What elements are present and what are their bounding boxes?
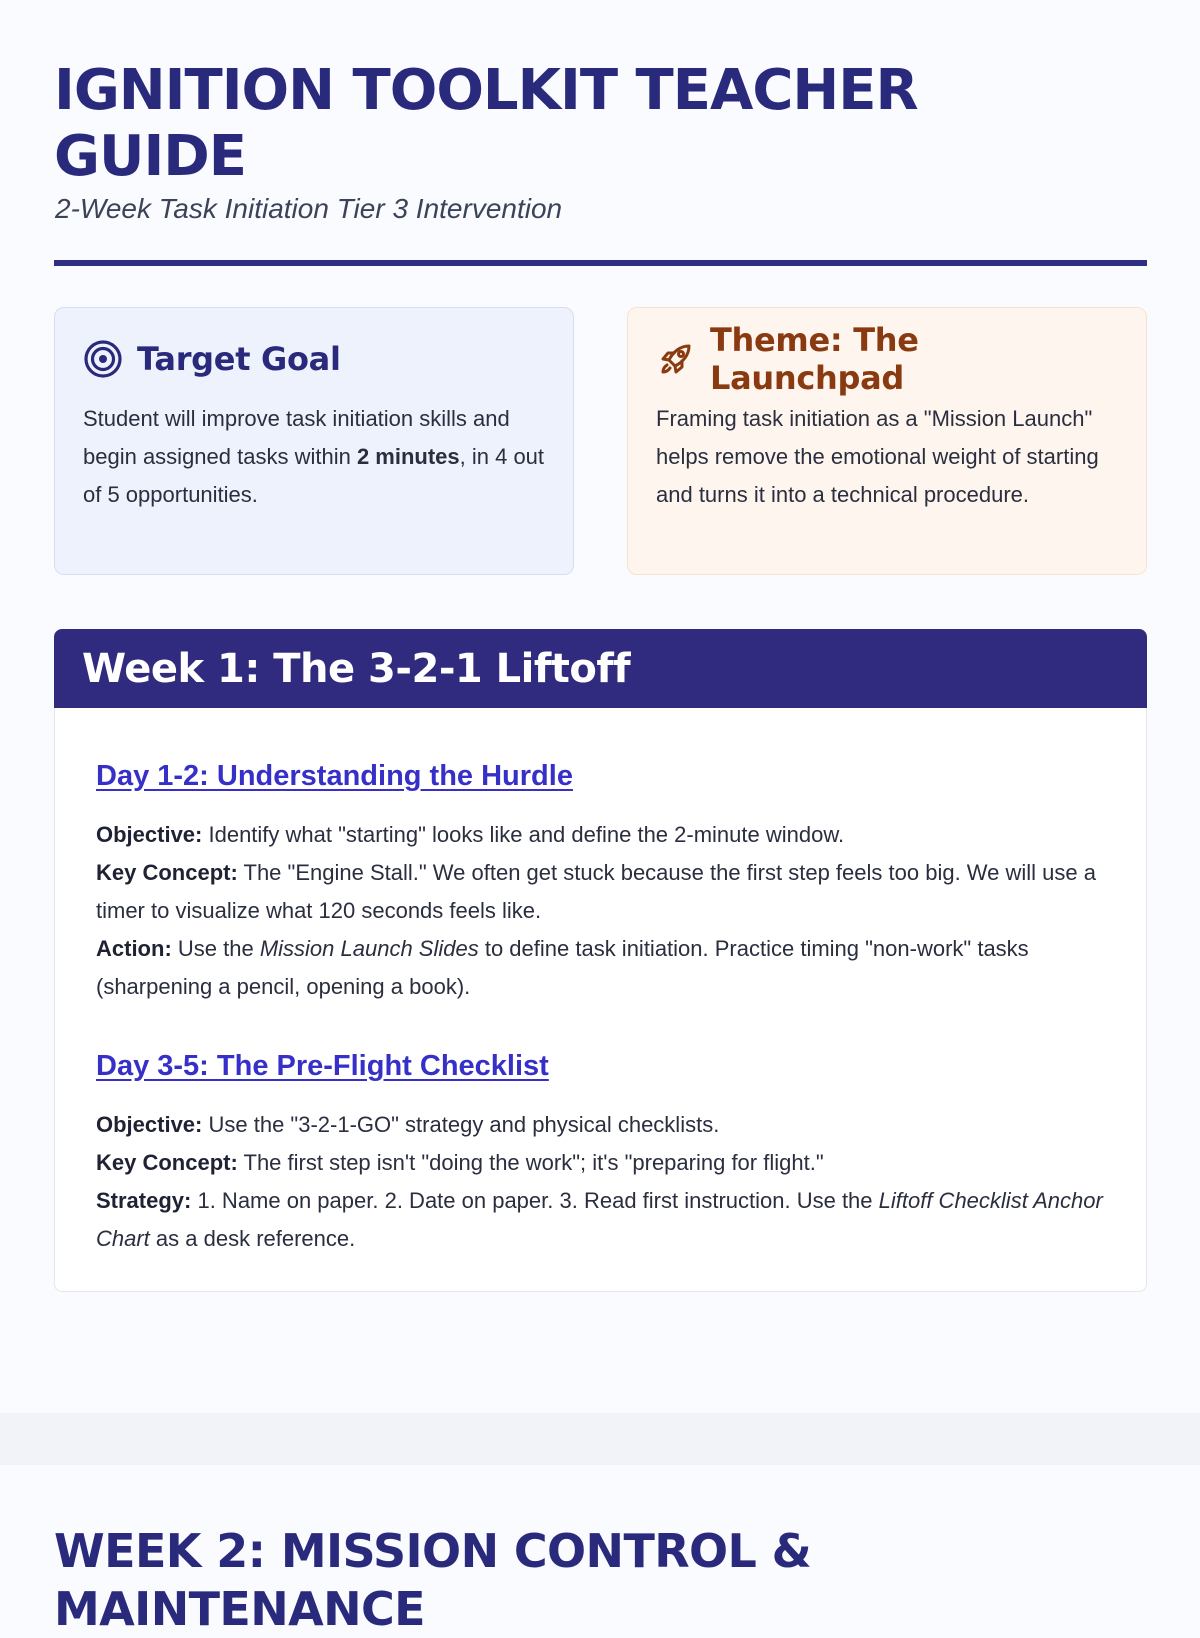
week1-body — [54, 708, 1147, 1292]
theme-header — [656, 321, 1118, 397]
day-3-5-key-concept: Key Concept: The first step isn't "doing the work"; it's "preparing for flight." — [96, 1150, 824, 1175]
target-goal-card — [54, 307, 574, 575]
day-3-5-strategy: Strategy: 1. Name on paper. 2. Date on paper. 3. Read first instruction. Use the Liftoff Checklist Anchor Chart as a desk reference. — [96, 1188, 1103, 1251]
day-3-5-details — [96, 1106, 1106, 1258]
day-1-2-details — [96, 816, 1106, 1006]
rocket-icon — [656, 339, 696, 379]
day-3-5-link[interactable]: Day 3-5: The Pre-Flight Checklist — [96, 1050, 549, 1082]
target-icon — [83, 339, 123, 379]
theme-text: Framing task initiation as a "Mission Launch" helps remove the emotional weight of starting and turns it into a technical procedure. — [656, 406, 1099, 507]
theme-card — [627, 307, 1147, 575]
theme-title: Theme: The Launchpad — [710, 321, 919, 397]
day-1-2-section — [96, 754, 1106, 1006]
goal-time-highlight: 2 minutes — [356, 444, 460, 469]
week2-title: WEEK 2: MISSION CONTROL & MAINTENANCE — [54, 1524, 812, 1636]
day-1-2-link[interactable]: Day 1-2: Understanding the Hurdle — [96, 760, 573, 792]
title-divider — [54, 260, 1147, 266]
day-3-5-section — [96, 1044, 1106, 1258]
liftoff-checklist-ref: Liftoff Checklist Anchor Chart — [96, 1188, 1103, 1251]
week1-title: Week 1: The 3-2-1 Liftoff — [82, 645, 631, 692]
target-goal-header — [83, 336, 545, 382]
week1-header — [54, 629, 1147, 708]
day-1-2-objective: Objective: Identify what "starting" looks like and define the 2-minute window. — [96, 822, 845, 847]
day-3-5-objective: Objective: Use the "3-2-1-GO" strategy and physical checklists. — [96, 1112, 720, 1137]
mission-launch-slides-ref: Mission Launch Slides — [259, 936, 479, 961]
target-goal-text: Student will improve task initiation skills and begin assigned tasks within 2 minutes, in 4 out of 5 opportunities. — [83, 406, 545, 507]
day-1-2-key-concept: Key Concept: The "Engine Stall." We often get stuck because the first step feels too big. We will use a timer to visualize what 120 seconds feels like. — [96, 860, 1096, 923]
page-subtitle: 2-Week Task Initiation Tier 3 Intervention — [55, 193, 563, 224]
page-title: IGNITION TOOLKIT TEACHER GUIDE — [54, 58, 918, 189]
target-goal-title: Target Goal — [137, 340, 341, 378]
page-break-band — [0, 1413, 1200, 1465]
day-1-2-action: Action: Use the Mission Launch Slides to define task initiation. Practice timing "non-work" tasks (sharpening a pencil, opening a book). — [96, 936, 1029, 999]
